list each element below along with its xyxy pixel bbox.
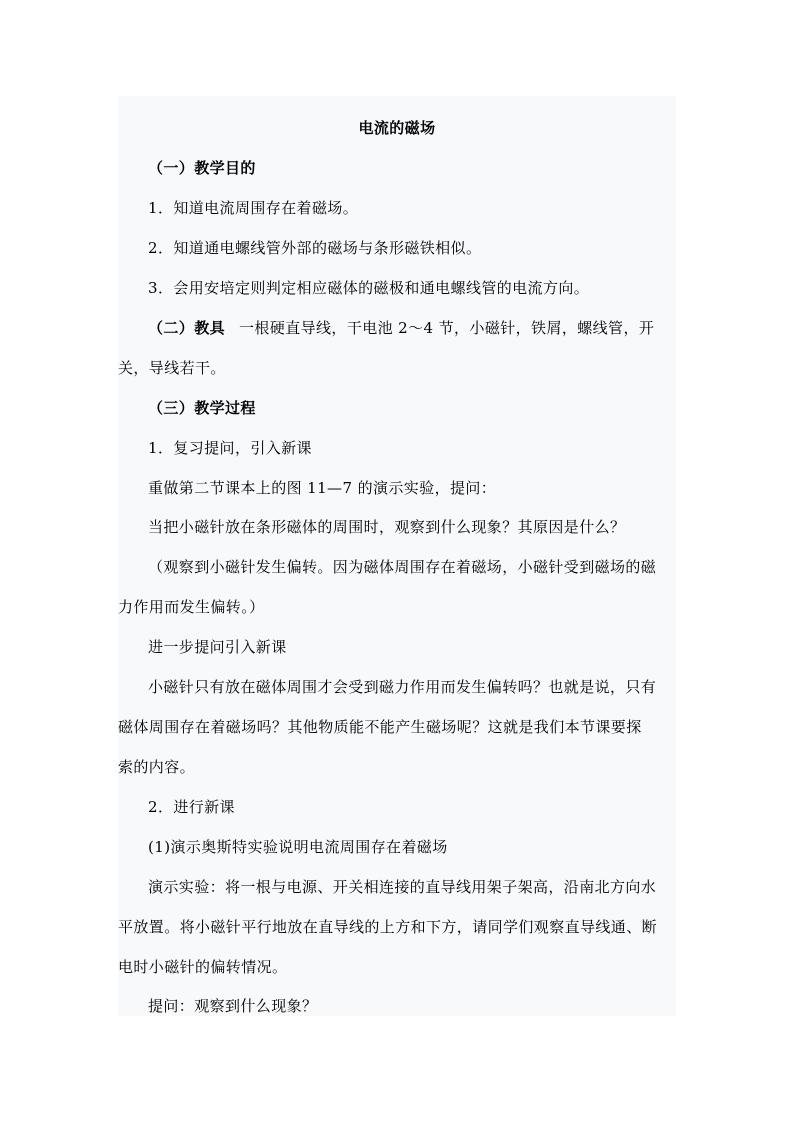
section-heading-goals: （一）教学目的 xyxy=(148,159,256,177)
demo-line-1: 演示实验：将一根与电源、开关相连接的直导线用架子架高，沿南北方向水 xyxy=(148,878,657,896)
question-2-line-3: 索的内容。 xyxy=(118,758,196,776)
tools-text-line-2: 关，导线若干。 xyxy=(118,359,226,377)
teaching-tools-paragraph xyxy=(118,318,676,338)
tools-text-line-1: 一根硬直导线，干电池 2～4 节，小磁针，铁屑，螺线管，开 xyxy=(239,319,655,337)
demo-line-3: 电时小磁针的偏转情况。 xyxy=(118,958,288,976)
step-2: 2．进行新课 xyxy=(148,798,235,816)
step-1: 1．复习提问，引入新课 xyxy=(148,439,312,457)
goal-item-2: 2．知道通电螺线管外部的磁场与条形磁铁相似。 xyxy=(148,239,482,257)
section-heading-tools: （二）教具 xyxy=(148,319,226,337)
section-heading-process: （三）教学过程 xyxy=(148,399,256,417)
answer-1-line-2: 力作用而发生偏转。） xyxy=(118,598,265,616)
redo-experiment-text: 重做第二节课本上的图 11—7 的演示实验，提问： xyxy=(148,479,497,497)
goal-item-3: 3．会用安培定则判定相应磁体的磁极和通电螺线管的电流方向。 xyxy=(148,279,590,297)
answer-1-line-1: （观察到小磁针发生偏转。因为磁体周围存在着磁场，小磁针受到磁场的磁 xyxy=(148,558,657,576)
question-3: 提问：观察到什么现象？ xyxy=(148,997,318,1015)
document-title: 电流的磁场 xyxy=(358,119,436,137)
further-question-intro: 进一步提问引入新课 xyxy=(148,638,287,656)
document-body xyxy=(118,96,676,1016)
question-2-line-2: 磁体周围存在着磁场吗？其他物质能不能产生磁场呢？这就是我们本节课要探 xyxy=(118,718,642,736)
demo-line-2: 平放置。将小磁针平行地放在直导线的上方和下方，请同学们观察直导线通、断 xyxy=(118,918,658,936)
sub-step-1: (1)演示奥斯特实验说明电流周围存在着磁场 xyxy=(148,838,448,856)
goal-item-1: 1．知道电流周围存在着磁场。 xyxy=(148,199,359,217)
question-1: 当把小磁针放在条形磁体的周围时，观察到什么现象？其原因是什么？ xyxy=(148,518,626,536)
question-2-line-1: 小磁针只有放在磁体周围才会受到磁力作用而发生偏转吗？也就是说，只有 xyxy=(148,678,657,696)
